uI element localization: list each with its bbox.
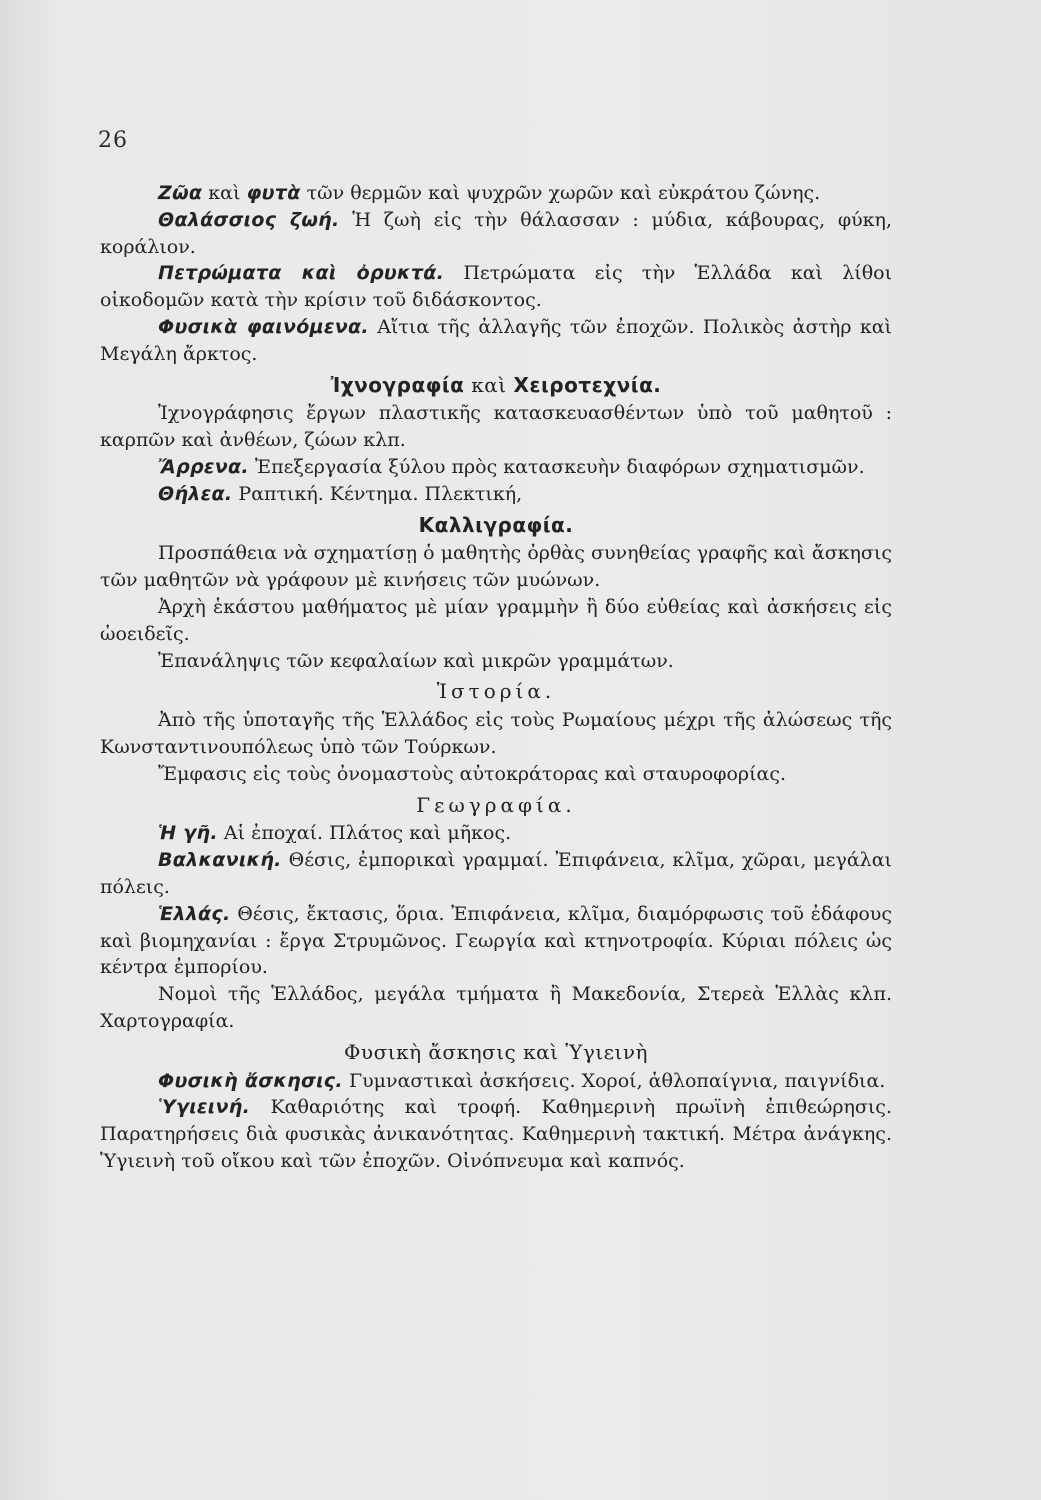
section-title-kalligrafia: Καλλιγραφία. — [418, 512, 574, 537]
heading-zoa: Ζῶα — [158, 182, 203, 204]
heading-gi: Ἡ γῆ. — [158, 822, 218, 845]
text-kai: καὶ — [208, 182, 241, 204]
paragraph-thalassios — [100, 207, 892, 261]
paragraph-nomoi: Νομοὶ τῆς Ἑλλάδος, μεγάλα τμήματα ἢ Μακεδονία, Στερεὰ Ἑλλὰς κλπ. Χαρτογραφία. — [100, 983, 892, 1032]
paragraph-ichnografisis: Ἰχνογράφησις ἔργων πλαστικῆς κατασκευασθέντων ὑπὸ τοῦ μαθητοῦ : καρπῶν καὶ ἀνθέων, ζώων κλπ. — [100, 402, 892, 452]
paragraph-emfasis: Ἔμφασις εἰς τοὺς ὀνομαστοὺς αὐτοκράτορας καὶ σταυροφορίας. — [158, 762, 787, 785]
paragraph-epanalipsis: Ἐπανάληψις τῶν κεφαλαίων καὶ μικρῶν γραμμάτων. — [158, 649, 674, 672]
page-number: 26 — [98, 128, 128, 153]
text-zoa-rest: τῶν θερμῶν καὶ ψυχρῶν χωρῶν καὶ εὐκράτου ζώνης. — [306, 182, 821, 204]
paragraph-zoa — [100, 180, 892, 207]
heading-arrena: Ἄρρενα. — [158, 455, 249, 478]
paragraph-fysiki-askisis: Φυσικὴ ἄσκησις. Γυμναστικαὶ ἀσκήσεις. Χοροί, ἀθλοπαίγνια, παιγνίδια. — [158, 1069, 886, 1092]
paragraph-petromata — [100, 260, 892, 314]
paragraph-arrena: Ἄρρενα. Ἐπεξεργασία ξύλου πρὸς κατασκευὴν διαφόρων σχηματισμῶν. — [158, 455, 865, 478]
heading-petromata: Πετρώματα καὶ ὀρυκτά. — [158, 262, 445, 285]
section-title-geografia: Γεωγραφία. — [416, 792, 576, 817]
text-fysika: Αἴτια τῆς ἀλλαγῆς τῶν ἐποχῶν. Πολικὸς ἀστὴρ καὶ Μεγάλη ἄρκτος. — [100, 315, 892, 365]
section-title-ichnografia: Ἰχνογραφία καὶ Χειροτεχνία. — [330, 372, 662, 397]
paragraph-prospatheia: Προσπάθεια νὰ σχηματίσῃ ὁ μαθητὴς ὀρθὰς συνηθείας γραφῆς καὶ ἄσκησις τῶν μαθητῶν νὰ γράφουν μὲ κινήσεις τῶν μυώνων. — [100, 542, 892, 592]
paragraph-ellas: Ἑλλάς. Θέσις, ἔκτασις, ὅρια. Ἐπιφάνεια, κλῖμα, διαμόρφωσις τοῦ ἐδάφους καὶ βιομηχανίαι : ἔργα Στρυμῶνος. Γεωργία καὶ κτηνοτροφία. Κύριαι πόλεις ὡς κέντρα ἐμπορίου. — [100, 902, 893, 979]
paragraph-thilea: Θήλεα. Ραπτική. Κέντημα. Πλεκτική, — [158, 482, 523, 505]
paragraph-ypotagi: Ἀπὸ τῆς ὑποταγῆς τῆς Ἑλλάδος εἰς τοὺς Ρωμαίους μέχρι τῆς ἁλώσεως τῆς Κωνσταντινουπόλεως ὑπὸ τῶν Τούρκων. — [100, 709, 892, 758]
heading-fysika: Φυσικὰ φαινόμενα. — [158, 315, 369, 338]
paragraph-archi: Ἀρχὴ ἑκάστου μαθήματος μὲ μίαν γραμμὴν ἢ δύο εὐθείας καὶ ἀσκήσεις εἰς ὠοειδεῖς. — [100, 595, 892, 645]
heading-valkaniki: Βαλκανική. — [158, 849, 282, 872]
heading-fysiki-askisis: Φυσικὴ ἄσκησις. — [158, 1069, 343, 1092]
paragraph-gi: Ἡ γῆ. Αἱ ἐποχαί. Πλάτος καὶ μῆκος. — [158, 822, 512, 845]
heading-ellas: Ἑλλάς. — [158, 902, 231, 925]
heading-ygieini: Ὑγιεινή. — [158, 1096, 251, 1119]
text-petromata: Πετρώματα εἰς τὴν Ἑλλάδα καὶ λίθοι οἰκοδομῶν κατὰ τὴν κρίσιν τοῦ διδάσκοντος. — [100, 262, 893, 312]
section-title-istoria: Ἱστορία. — [436, 679, 556, 704]
heading-fyta: φυτὰ — [246, 182, 301, 204]
heading-thilea: Θήλεα. — [158, 482, 233, 505]
paragraph-valkaniki: Βαλκανική. Θέσις, ἐμπορικαὶ γραμμαί. Ἐπιφάνεια, κλῖμα, χῶραι, μεγάλαι πόλεις. — [100, 849, 892, 898]
paragraph-ygieini: Ὑγιεινή. Καθαριότης καὶ τροφή. Καθημερινὴ πρωϊνὴ ἐπιθεώρησις. Παρατηρήσεις διὰ φυσικὰς ἀνικανότητας. Καθημερινὴ τακτική. Μέτρα ἀνάγκης. Ὑγιεινὴ τοῦ οἴκου καὶ τῶν ἐποχῶν. Οἰνόπνευμα καὶ καπνός. — [100, 1096, 892, 1172]
section-title-fysiki: Φυσικὴ ἄσκησις καὶ Ὑγιεινὴ — [344, 1039, 648, 1064]
heading-thalassios: Θαλάσσιος ζωή. — [158, 208, 340, 231]
paragraph-fysika — [100, 314, 892, 368]
page-content — [100, 180, 892, 1175]
text-thalassios: Ἡ ζωὴ εἰς τὴν θάλασσαν : μύδια, κάβουρας, φύκη, κοράλιον. — [100, 208, 892, 258]
